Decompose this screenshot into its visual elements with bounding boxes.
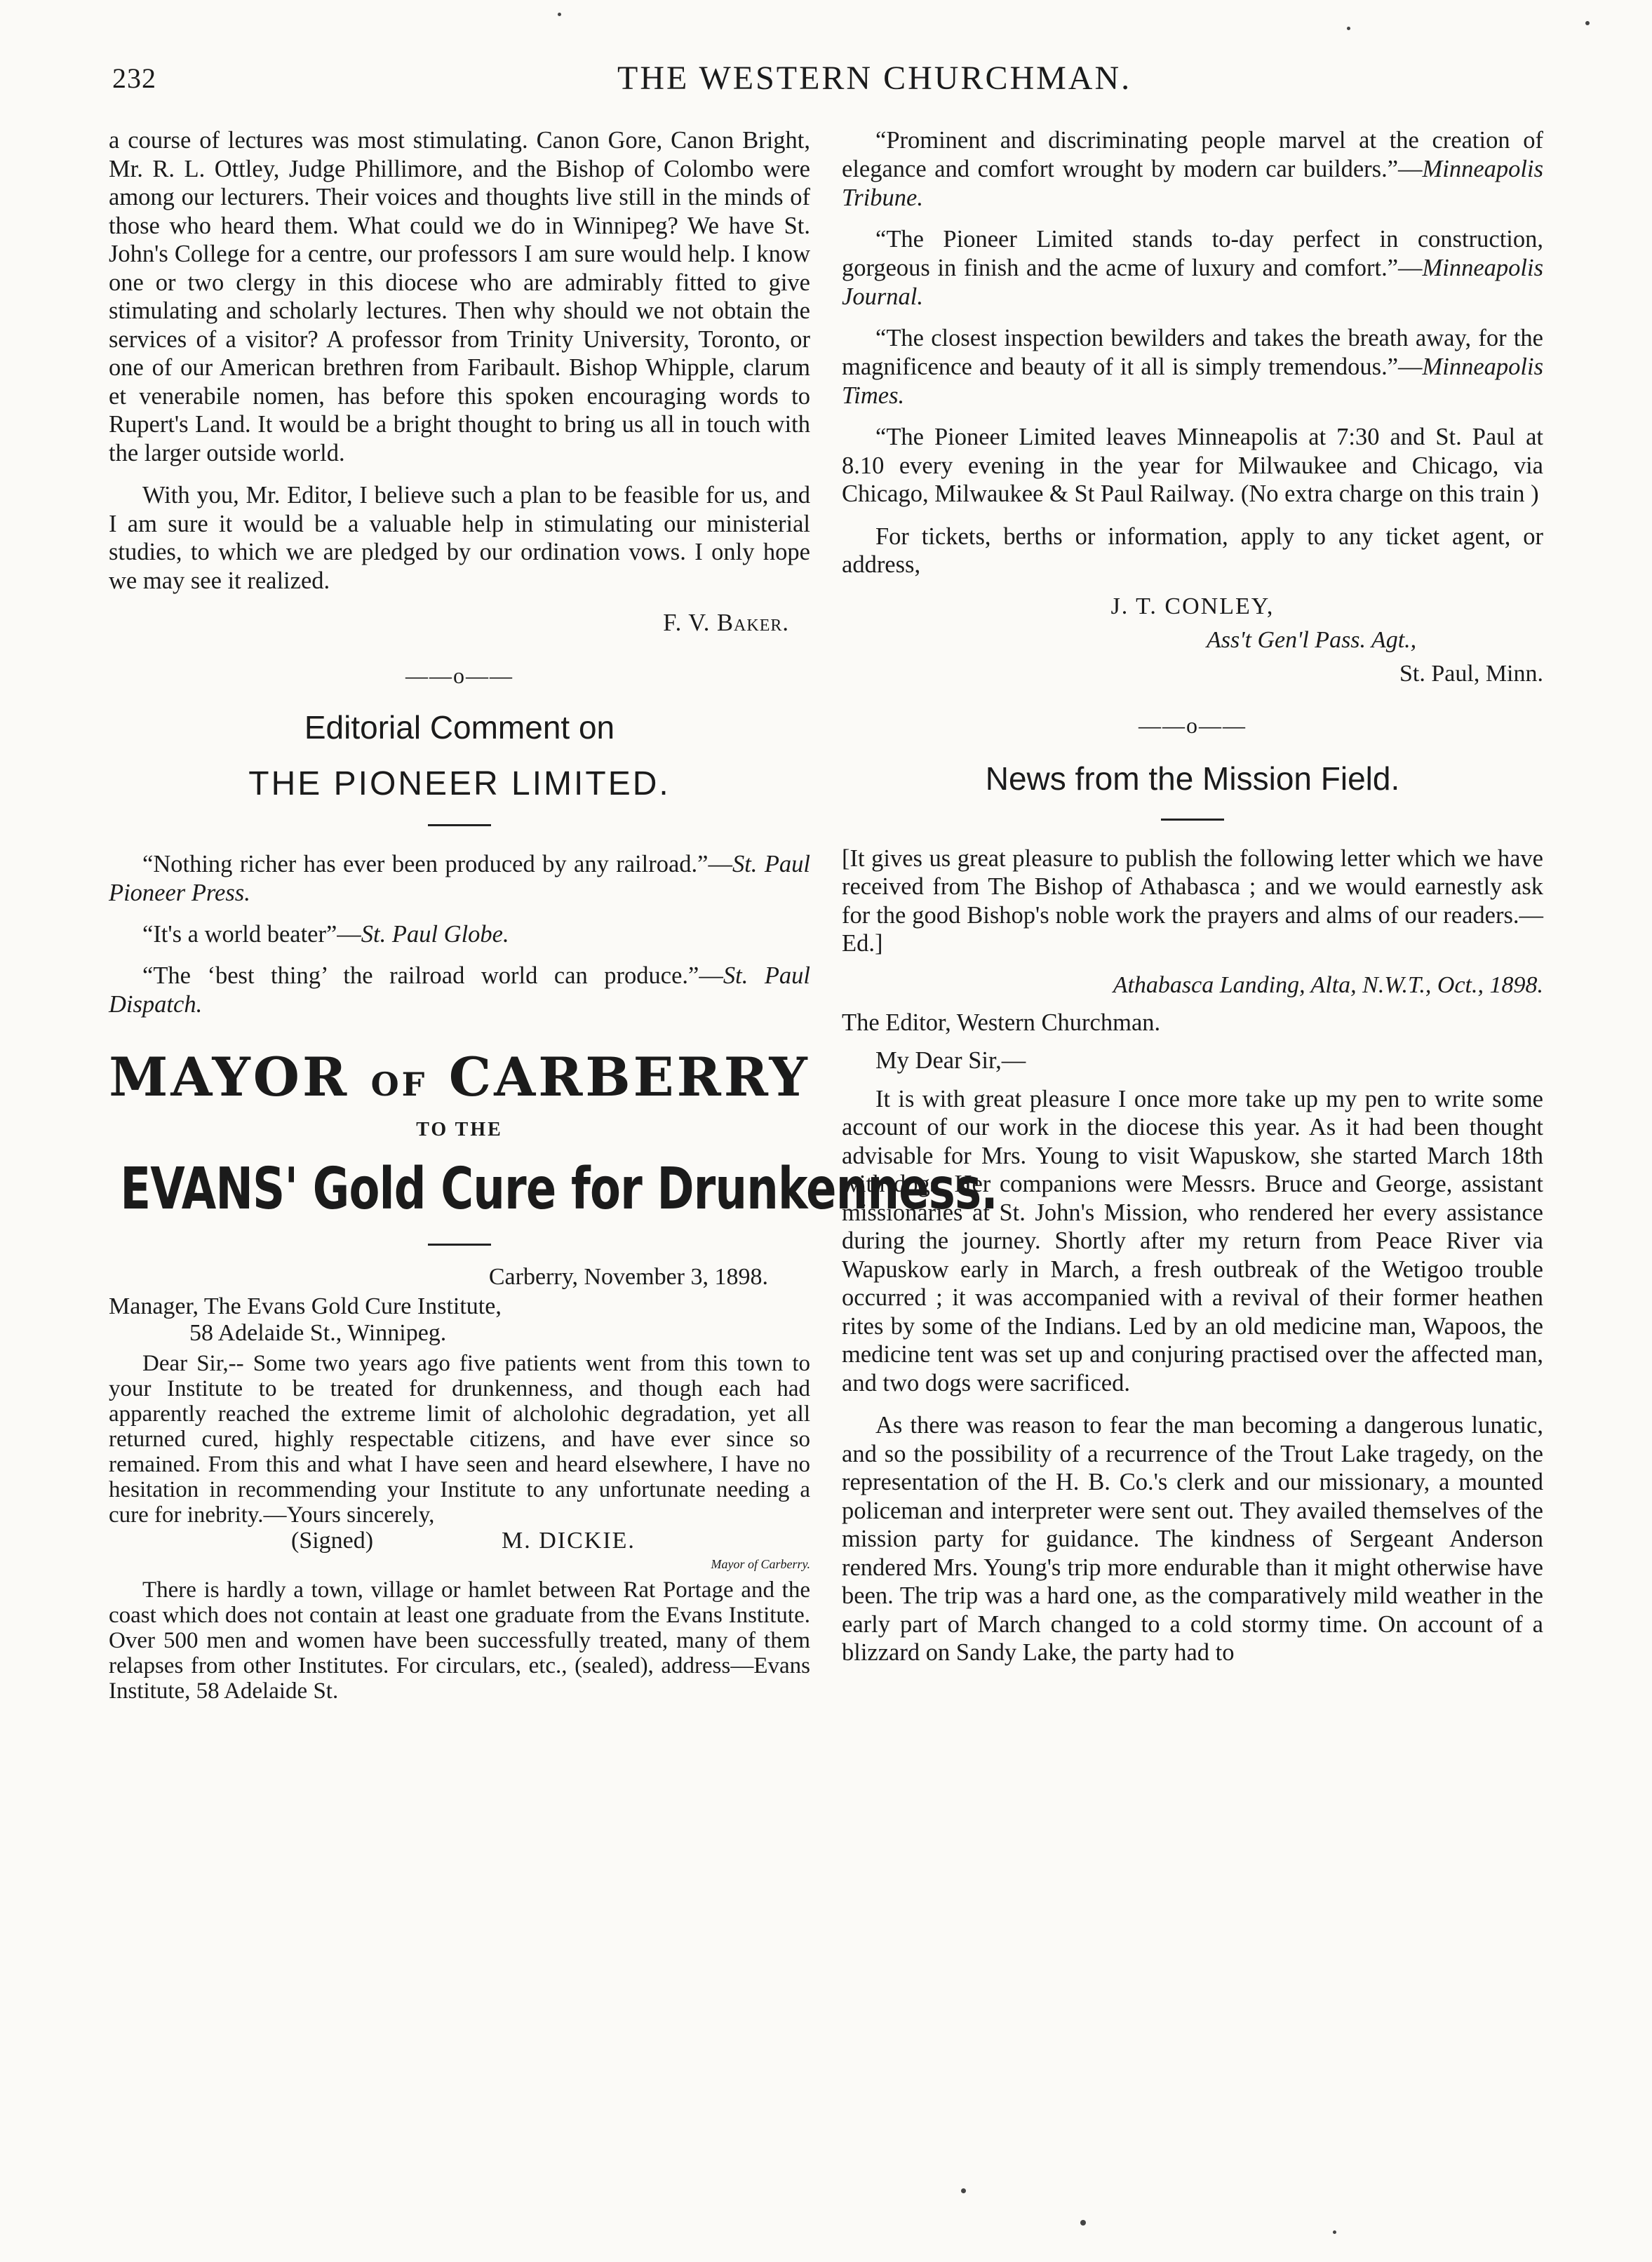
addressee: The Editor, Western Churchman.	[842, 1009, 1161, 1036]
ad-signed: (Signed)	[291, 1527, 374, 1554]
editor-intro: [It gives us great pleasure to publish the following letter which we have received from The Bishop of Athabasca ; and we would earnestly ask for the good Bishop's noble work the prayers and alms of our readers.—Ed.]	[842, 844, 1543, 957]
press-quote: “It's a world beater”—St. Paul Globe.	[142, 920, 509, 948]
letter-paragraph: As there was reason to fear the man becoming a dangerous lunatic, and so the possibility of a recurrence of the Trout Lake tragedy, on the representation of the H. B. Co.'s clerk and our missionary, a mounted policeman and interpreter were sent out. They availed themselves of the mission party for guidance. The kindness of Sergeant Anderson rendered Mrs. Young's trip more endurable than it might otherwise have been. The trip was a hard one, as the comparatively mild weather in the early part of March changed to a cold stormy time. On account of a blizzard on Sandy Lake, the party had to	[842, 1412, 1543, 1666]
ad-title: MAYOR OF CARBERRY	[109, 1045, 810, 1108]
agent-name: J. T. CONLEY,	[1110, 593, 1275, 619]
heading-rule	[428, 824, 491, 826]
ad-to-the: TO THE	[416, 1118, 503, 1140]
press-quote: “The Pioneer Limited stands to-day perfect in construction, gorgeous in finish and the acme of luxury and comfort.”—Minneapolis Journal.	[842, 226, 1543, 310]
scan-speck	[1333, 2230, 1336, 2234]
ad-signature-row	[109, 1528, 810, 1559]
letter-paragraph: With you, Mr. Editor, I believe such a plan to be feasible for us, and I am sure it would be a valuable help in stimulating our ministerial studies, to which we are pledged by our ordination vows. I only hope we may see it realized.	[109, 482, 810, 594]
running-head: THE WESTERN CHURCHMAN.	[617, 60, 1132, 97]
ad-letter: Dear Sir,-- Some two years ago five patients went from this town to your Institute to be treated for drunkenness, and though each had apparently reached the extreme limit of alcholohic degradation, yet all returned cured, highly respectable citizens, and have ever since so remained. From this and what I have seen and heard elsewhere, I have no hesitation in recommending your Institute to any unfortunate needing a cure for inebrity.—Yours sincerely,	[109, 1350, 810, 1528]
page-number: 232	[112, 62, 156, 94]
press-quote: “The ‘best thing’ the railroad world can produce.”—St. Paul Dispatch.	[109, 962, 811, 1018]
ad-date: Carberry, November 3, 1898.	[488, 1263, 768, 1290]
scan-speck	[558, 13, 561, 16]
heading-rule	[428, 1244, 491, 1246]
press-quote: “Prominent and discriminating people marvel at the creation of elegance and comfort wrought by modern car builders.”—Minneapolis Tribune.	[842, 127, 1543, 211]
agent-title: Ass't Gen'l Pass. Agt.,	[1207, 626, 1417, 653]
right-column	[842, 126, 1543, 1681]
letter-signature: F. V. Baker.	[663, 610, 789, 636]
tickets-paragraph: For tickets, berths or information, apply to any ticket agent, or address,	[842, 523, 1543, 578]
agent-city: St. Paul, Minn.	[1399, 660, 1543, 687]
schedule-paragraph: “The Pioneer Limited leaves Minneapolis at 7:30 and St. Paul at 8.10 every evening in the year for Milwaukee and Chicago, via Chicago, Milwaukee & St Paul Railway. (No extra charge on this train )	[842, 424, 1543, 507]
editorial-subheading: THE PIONEER LIMITED.	[248, 765, 671, 802]
press-quote: “Nothing richer has ever been produced by any railroad.”—St. Paul Pioneer Press.	[109, 850, 810, 906]
ad-signer: M. DICKIE.	[502, 1527, 636, 1554]
scan-speck	[961, 2188, 966, 2193]
section-separator: ——o——	[405, 662, 513, 688]
dateline: Athabasca Landing, Alta, N.W.T., Oct., 1898.	[1113, 971, 1543, 998]
ad-address: 58 Adelaide St., Winnipeg.	[189, 1319, 447, 1346]
editorial-heading: Editorial Comment on	[304, 708, 615, 746]
press-quote: “The closest inspection bewilders and takes the breath away, for the magnificence and beauty of it all is simply tremendous.”—Minneapolis Times.	[842, 325, 1543, 409]
ad-signer-title: Mayor of Carberry.	[711, 1556, 810, 1571]
letter-paragraph: It is with great pleasure I once more take up my pen to write some account of our work in the diocese this year. As it had been thought advisable for Mrs. Young to visit Wapuskow, she started March 18th with dogs. Her companions were Messrs. Bruce and George, assistant missionaries at St. John's Mission, who rendered her every assistance during the journey. Shortly after my return from Peace River via Wapuskow early in March, a fresh outbreak of the Wetigoo trouble occurred ; it was accompanied with a revival of their former heathen rites by some of the Indians. Led by an old medicine man, Wapoos, the medicine tent was set up and conjuring practised over the affected man, and two dogs were sacrificed.	[842, 1085, 1543, 1396]
section-separator: ——o——	[1139, 712, 1247, 738]
ad-closing: There is hardly a town, village or hamlet between Rat Portage and the coast which does not contain at least one graduate from the Evans Institute. Over 500 men and women have been successfully treated, many of them relapses from other Institutes. For circulars, etc., (sealed), address—Evans Institute, 58 Adelaide St.	[109, 1577, 810, 1704]
scan-speck	[1585, 21, 1590, 25]
heading-rule	[1161, 819, 1224, 821]
ad-product-title: EVANS' Gold Cure for Drunkenness.	[120, 1155, 998, 1223]
ad-addressee: Manager, The Evans Gold Cure Institute,	[109, 1293, 502, 1319]
news-heading: News from the Mission Field.	[985, 760, 1400, 797]
scan-speck	[1347, 27, 1350, 30]
letter-paragraph: a course of lectures was most stimulating. Canon Gore, Canon Bright, Mr. R. L. Ottley, Judge Phillimore, and the Bishop of Colombo were among our lecturers. Their voices and thoughts live still in the minds of those who heard them. What could we do in Winnipeg? We have St. John's College for a centre, our professors I am sure would help. I know one or two clergy in this diocese who are admirably fitted to give stimulating and scholarly lectures. Then why should we not obtain the services of a visitor? A professor from Trinity University, Toronto, or one of our American brethren from Faribault. Bishop Whipple, clarum et venerabile nomen, has before this spoken encouraging words to Rupert's Land. It would be a bright thought to bring us all in touch with the larger outside world.	[109, 127, 810, 466]
salutation: My Dear Sir,—	[875, 1047, 1026, 1074]
scan-speck	[1080, 2220, 1086, 2226]
